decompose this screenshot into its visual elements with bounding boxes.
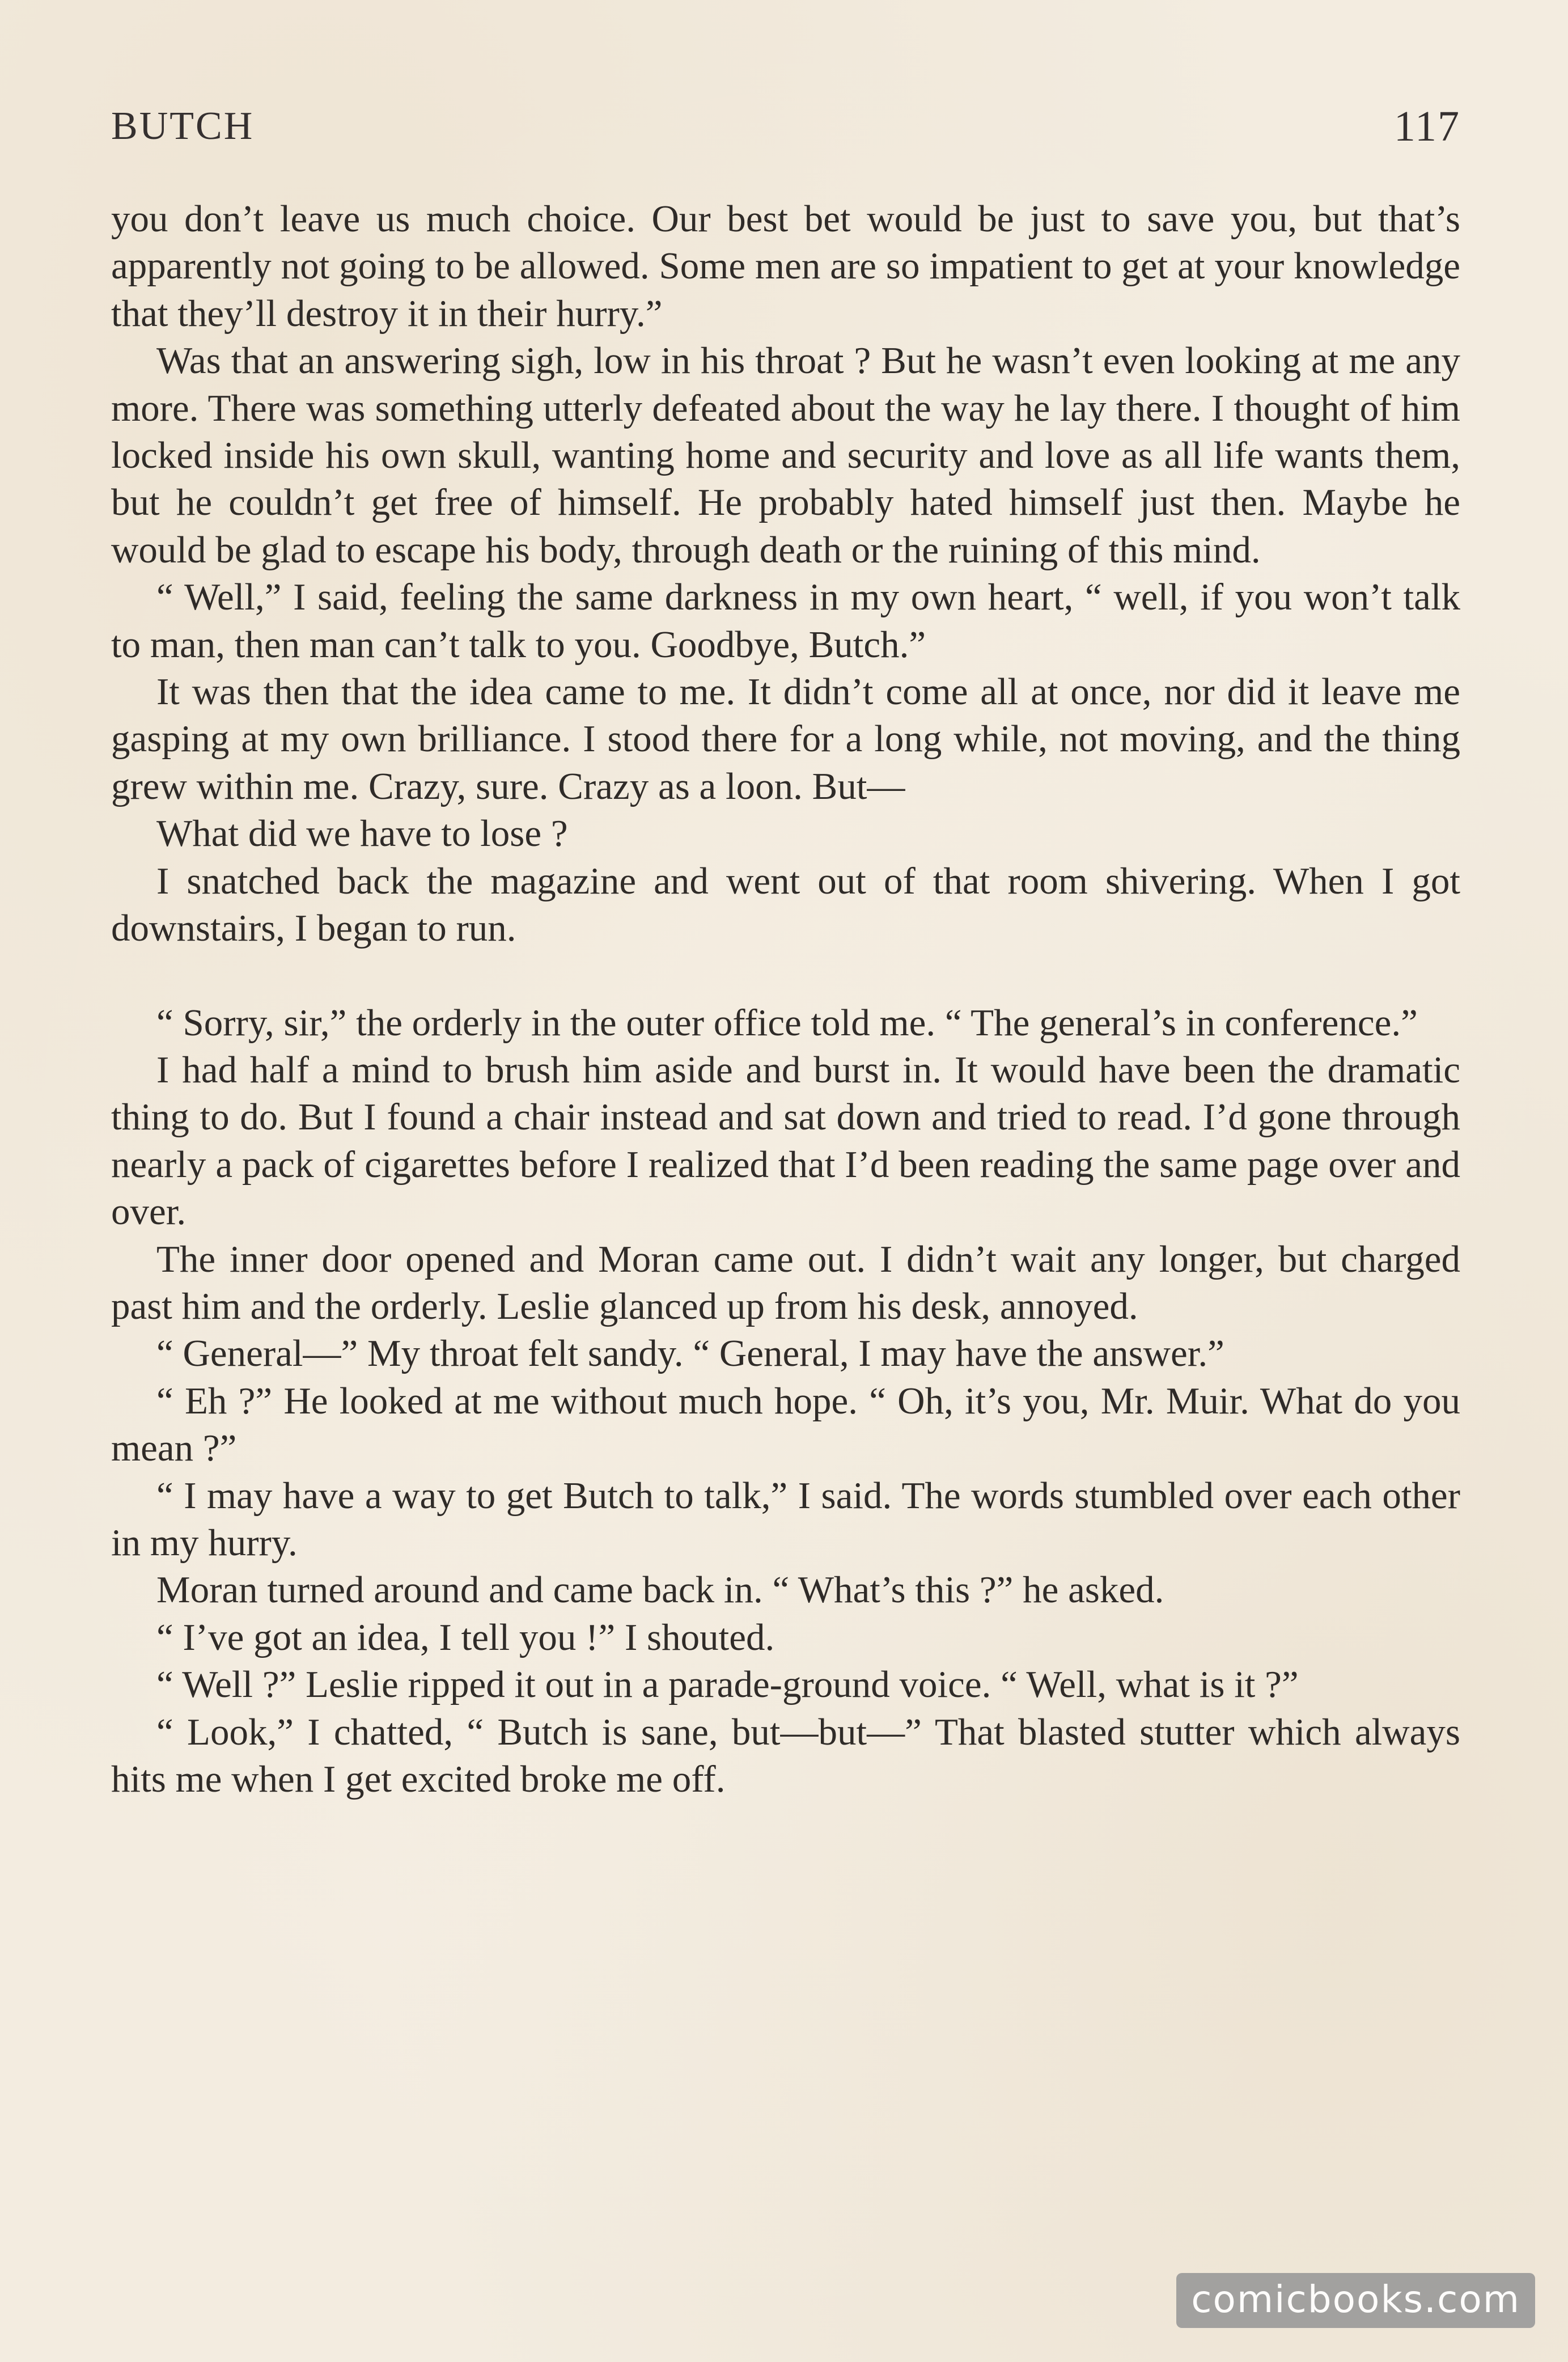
paragraph: “ Well ?” Leslie ripped it out in a parade-ground voice. “ Well, what is it ?” [156, 1663, 1299, 1706]
page-number: 117 [1393, 103, 1460, 150]
paragraph: “ I may have a way to get Butch to talk,” I said. The words stumbled over each other in my hurry. [111, 1474, 1460, 1564]
paragraph: Was that an answering sigh, low in his throat ? But he wasn’t even looking at me any more. There was something utterly defeated about the way he lay there. I thought of him locked inside his own skull, wanting home and security and love as all life wants them, but he couldn’t get free of himself. He probably hated himself just then. Maybe he would be glad to escape his body, through death or the ruining of this mind. [111, 340, 1460, 571]
watermark: comicbooks.com [1176, 2273, 1535, 2328]
paragraph: you don’t leave us much choice. Our best bet would be just to save you, but that’s apparently not going to be allowed. Some men are so impatient to get at your knowledge that they’ll destroy it in their hurry.” [111, 198, 1460, 335]
paragraph: “ Sorry, sir,” the orderly in the outer office told me. “ The general’s in conference.” [156, 1001, 1418, 1044]
paragraph: I snatched back the magazine and went out of that room shivering. When I got downstairs, I began to run. [111, 860, 1460, 950]
running-head: BUTCH [111, 104, 255, 148]
paragraph: “ Look,” I chatted, “ Butch is sane, but—but—” That blasted stutter which always hits me when I get excited broke me off. [111, 1711, 1460, 1800]
paragraph: “ Eh ?” He looked at me without much hope. “ Oh, it’s you, Mr. Muir. What do you mean ?” [111, 1379, 1460, 1470]
paragraph: What did we have to lose ? [156, 812, 568, 855]
paragraph: Moran turned around and came back in. “ What’s this ?” he asked. [156, 1569, 1164, 1611]
paragraph: “ General—” My throat felt sandy. “ General, I may have the answer.” [156, 1332, 1224, 1375]
paragraph: The inner door opened and Moran came out. I didn’t wait any longer, but charged past him and the orderly. Leslie glanced up from his desk, annoyed. [111, 1238, 1460, 1327]
paragraph: “ I’ve got an idea, I tell you !” I shouted. [156, 1616, 775, 1658]
body-text [111, 196, 1460, 1803]
paragraph: “ Well,” I said, feeling the same darkness in my own heart, “ well, if you won’t talk to man, then man can’t talk to you. Goodbye, Butch.” [111, 576, 1460, 666]
page-header [111, 95, 1460, 158]
paragraph: It was then that the idea came to me. It didn’t come all at once, nor did it leave me gasping at my own brilliance. I stood there for a long while, not moving, and the thing grew within me. Crazy, sure. Crazy as a loon. But— [111, 671, 1460, 807]
paragraph: I had half a mind to brush him aside and burst in. It would have been the dramatic thing to do. But I found a chair instead and sat down and tried to read. I’d gone through nearly a pack of cigarettes before I realized that I’d been reading the same page over and over. [111, 1048, 1460, 1233]
